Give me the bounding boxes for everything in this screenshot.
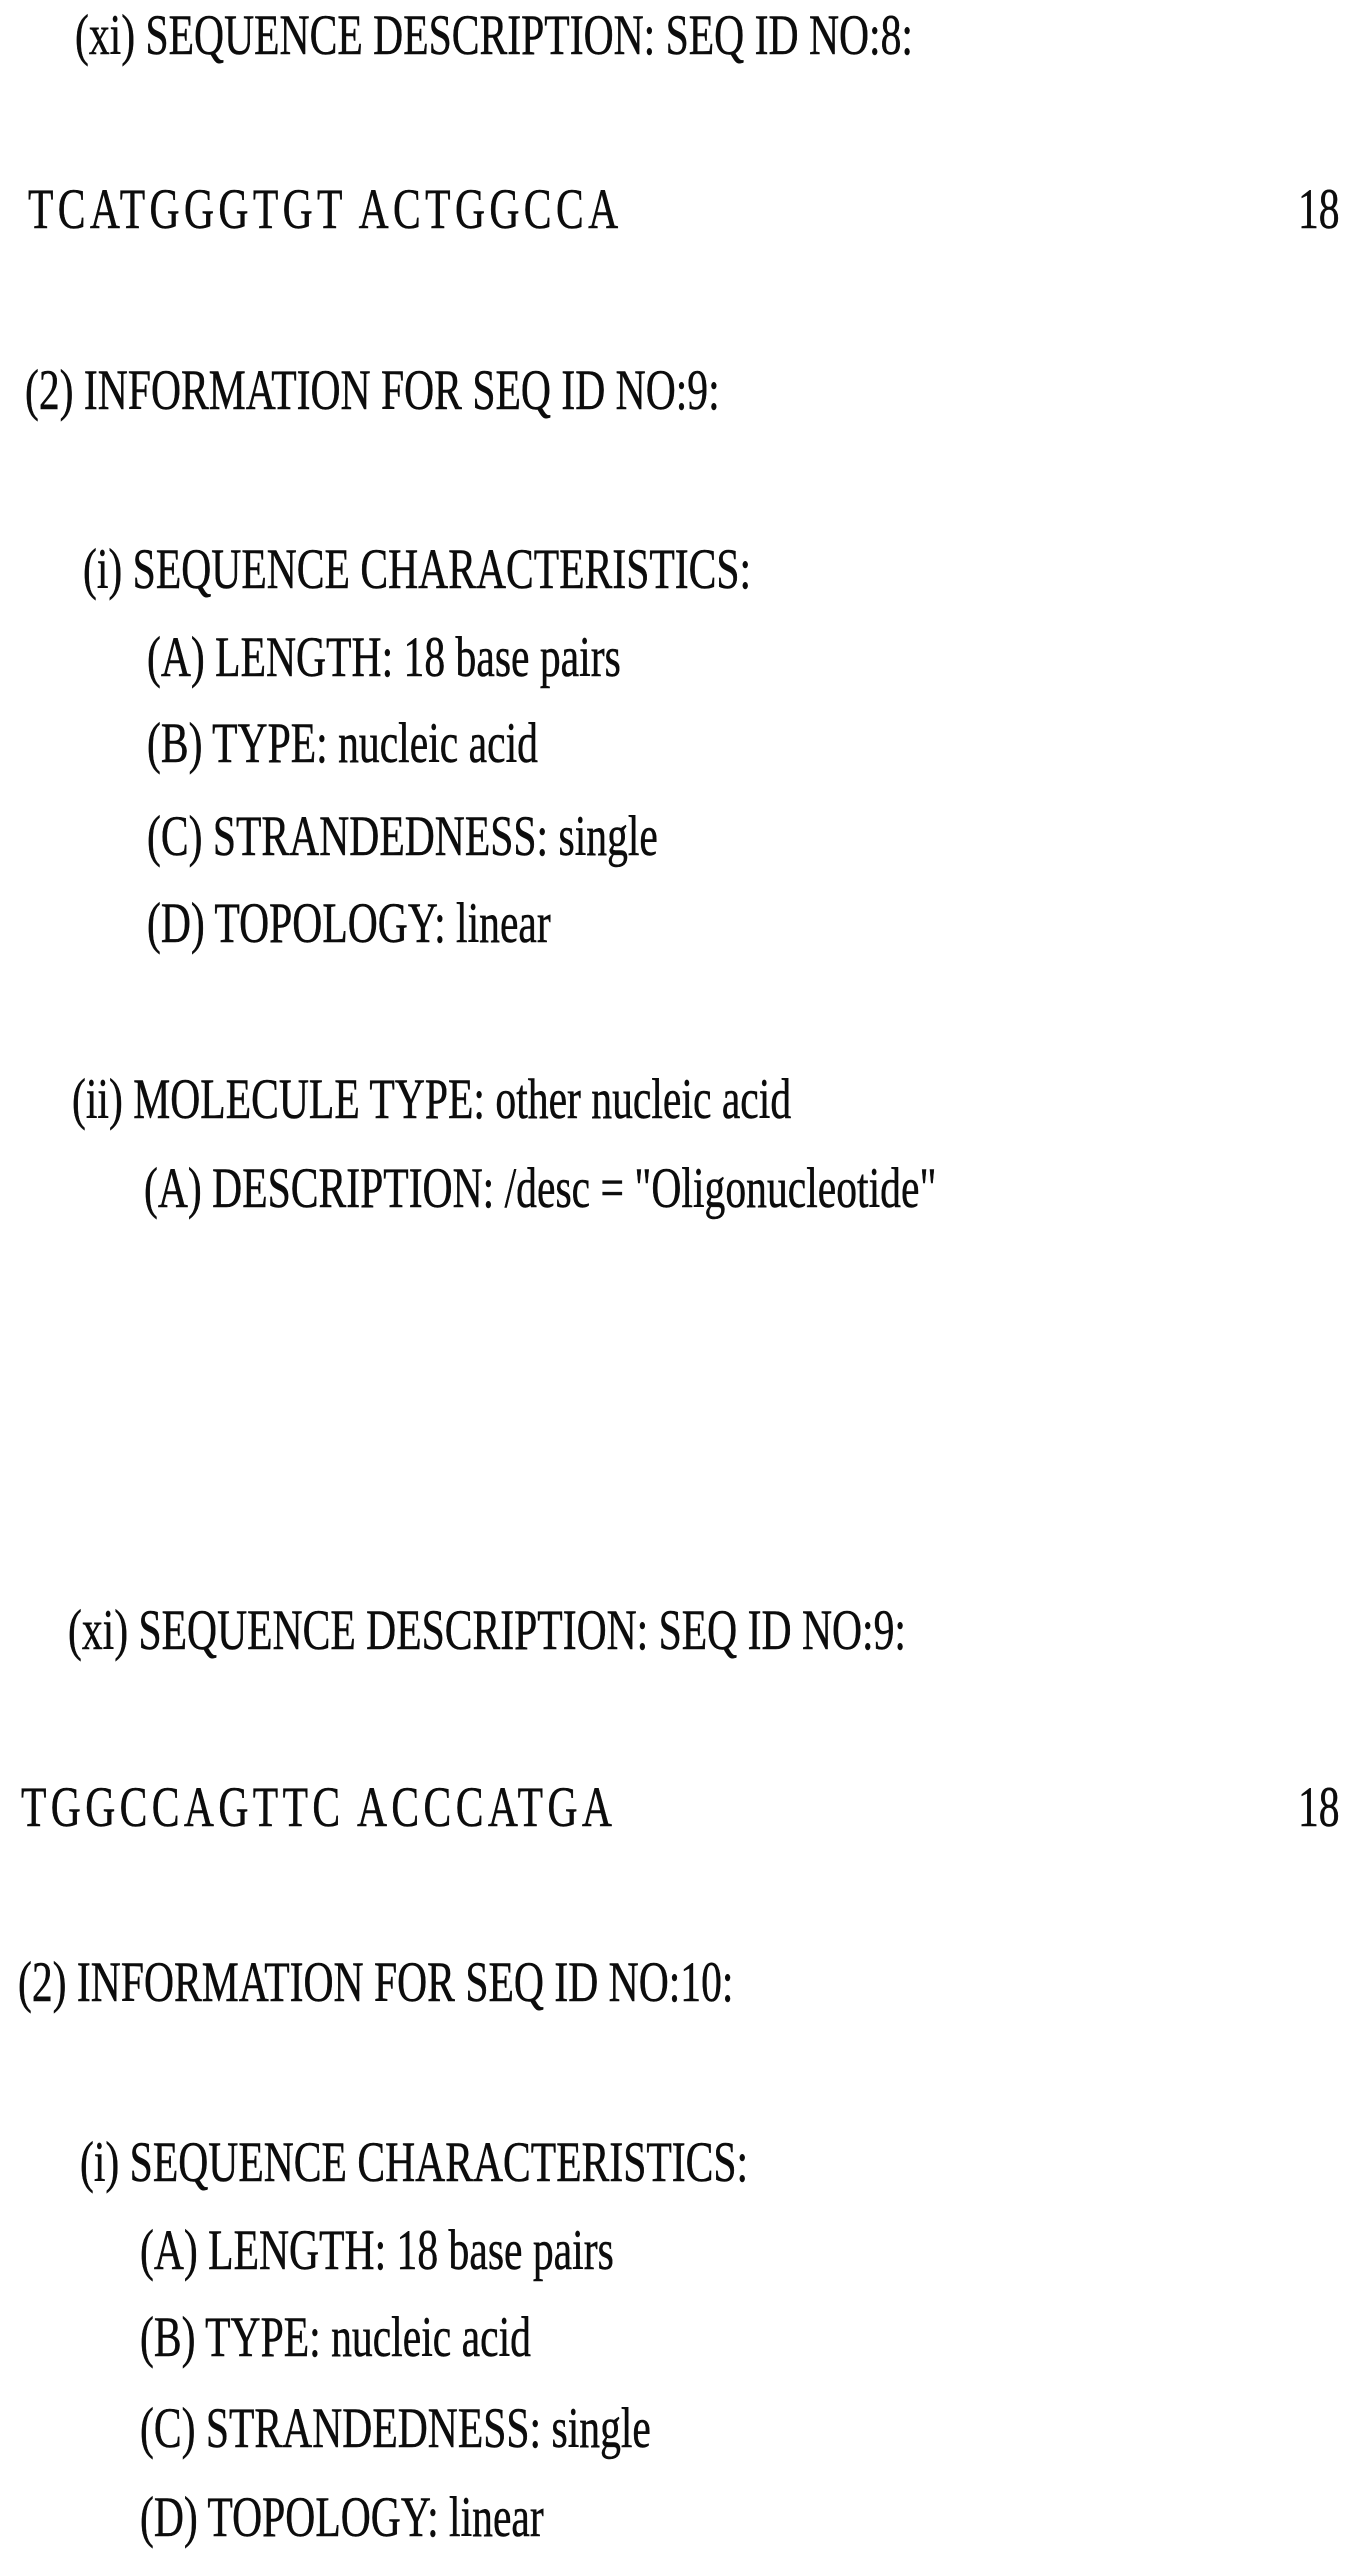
document-line: (D) TOPOLOGY: linear — [140, 2486, 544, 2549]
document-line: (2) INFORMATION FOR SEQ ID NO:9: — [25, 359, 720, 422]
document-line: (ii) MOLECULE TYPE: other nucleic acid — [72, 1068, 792, 1131]
sequence-line: TGGCCAGTTC ACCCATGA — [21, 1776, 617, 1839]
document-line: (B) TYPE: nucleic acid — [140, 2306, 531, 2369]
document-line: (A) LENGTH: 18 base pairs — [140, 2219, 614, 2282]
document-line: (C) STRANDEDNESS: single — [140, 2397, 651, 2460]
document-line: (A) DESCRIPTION: /desc = "Oligonucleotide" — [144, 1157, 937, 1220]
document-line: (C) STRANDEDNESS: single — [147, 805, 658, 868]
document-line: (i) SEQUENCE CHARACTERISTICS: — [80, 2131, 749, 2194]
sequence-line: TCATGGGTGT ACTGGCCA — [28, 178, 623, 241]
document-line: (i) SEQUENCE CHARACTERISTICS: — [83, 538, 752, 601]
document-line: (2) INFORMATION FOR SEQ ID NO:10: — [18, 1951, 734, 2014]
document-line: (A) LENGTH: 18 base pairs — [147, 626, 621, 689]
document-line: (xi) SEQUENCE DESCRIPTION: SEQ ID NO:8: — [75, 4, 913, 67]
document-line: (D) TOPOLOGY: linear — [147, 892, 551, 955]
document-line: (xi) SEQUENCE DESCRIPTION: SEQ ID NO:9: — [68, 1599, 906, 1662]
document-line: (B) TYPE: nucleic acid — [147, 712, 538, 775]
sequence-length-count: 18 — [1298, 1776, 1340, 1839]
sequence-length-count: 18 — [1298, 178, 1340, 241]
